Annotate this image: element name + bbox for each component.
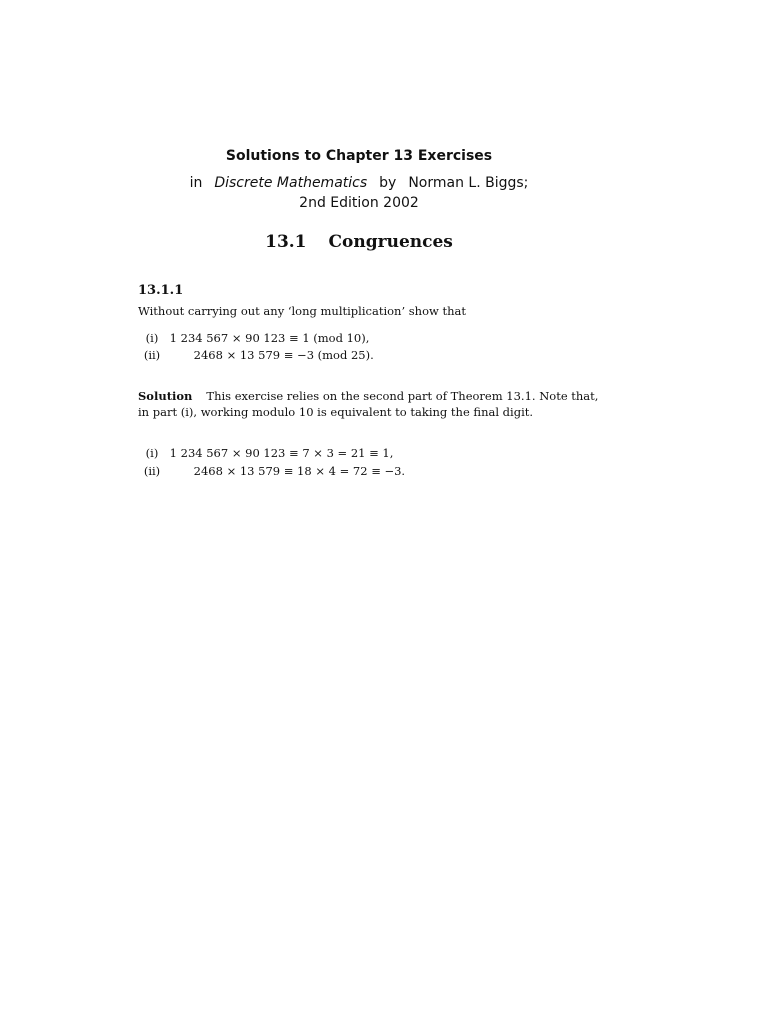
solution-item bbox=[138, 446, 393, 460]
section-number: 13.1 bbox=[265, 232, 307, 252]
section-heading bbox=[0, 232, 718, 252]
solution-paragraph-line: in part (i), working modulo 10 is equivalent to taking the final digit. bbox=[138, 405, 534, 419]
book-title: Discrete Mathematics bbox=[214, 175, 368, 191]
solution-paragraph-line bbox=[138, 389, 598, 403]
subtitle-by: by bbox=[379, 175, 397, 191]
solution-label: Solution bbox=[138, 389, 193, 403]
solution-text: This exercise relies on the second part of Theorem 13.1. Note that, bbox=[206, 389, 599, 403]
item-expression: 1 234 567 × 90 123 ≡ 1 (mod 10), bbox=[169, 331, 370, 345]
exercise-prompt: Without carrying out any ‘long multiplication’ show that bbox=[138, 304, 467, 318]
item-expression: 1 234 567 × 90 123 ≡ 7 × 3 = 21 ≡ 1, bbox=[169, 446, 394, 460]
item-expression: 2468 × 13 579 ≡ −3 (mod 25). bbox=[193, 348, 374, 362]
item-label: (ii) bbox=[143, 348, 161, 362]
item-label: (ii) bbox=[143, 464, 161, 478]
document-subtitle bbox=[0, 175, 718, 191]
item-label: (i) bbox=[145, 446, 159, 460]
exercise-item bbox=[138, 348, 374, 362]
section-title: Congruences bbox=[328, 232, 453, 252]
document-title: Solutions to Chapter 13 Exercises bbox=[225, 148, 493, 164]
item-expression: 2468 × 13 579 ≡ 18 × 4 = 72 ≡ −3. bbox=[193, 464, 406, 478]
solution-item bbox=[138, 464, 405, 478]
subtitle-in: in bbox=[189, 175, 203, 191]
item-label: (i) bbox=[145, 331, 159, 345]
exercise-item bbox=[138, 331, 369, 345]
exercise-number: 13.1.1 bbox=[138, 283, 184, 298]
edition-line: 2nd Edition 2002 bbox=[299, 195, 419, 211]
author-name: Norman L. Biggs; bbox=[408, 175, 529, 191]
